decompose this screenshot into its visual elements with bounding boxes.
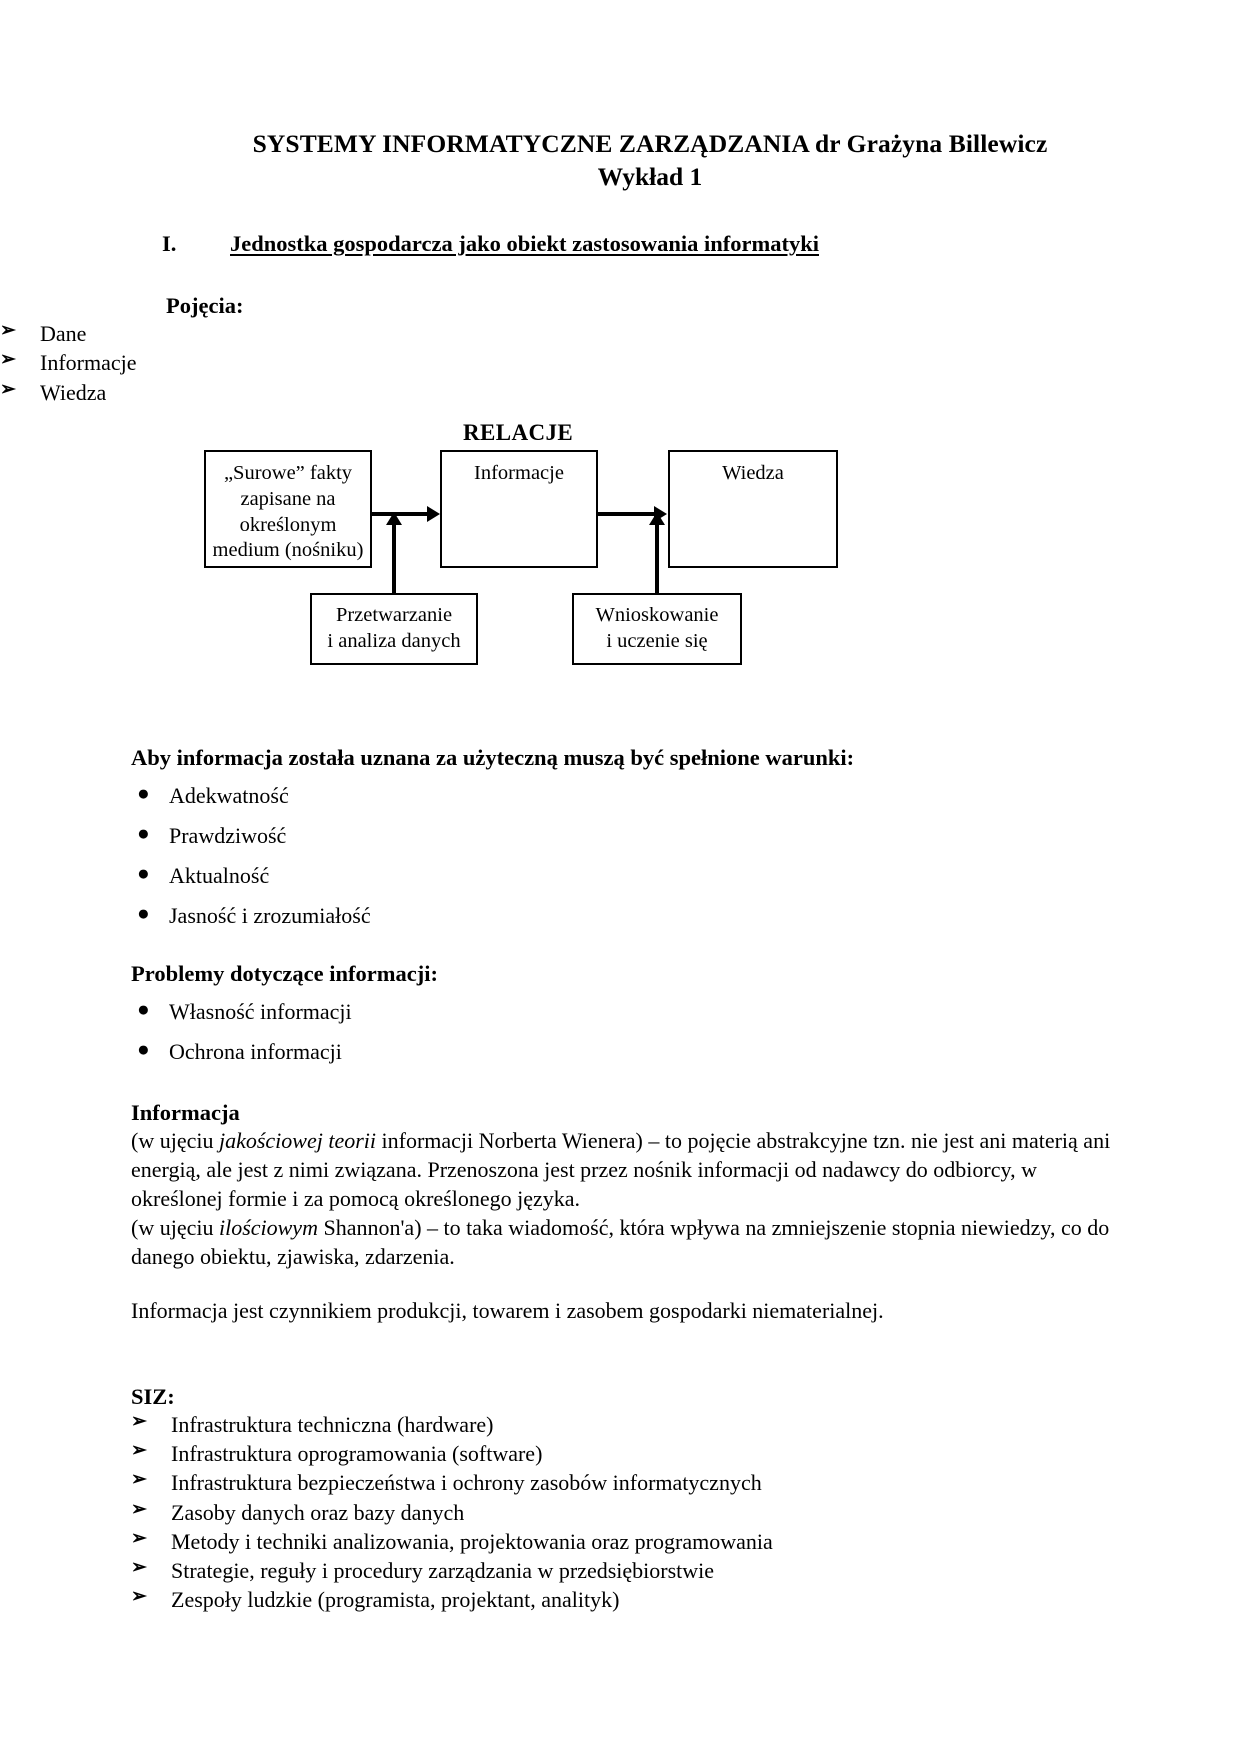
- list-item: [131, 901, 1120, 931]
- list-item: [131, 821, 1120, 851]
- list-item-label: Infrastruktura oprogramowania (software): [171, 1441, 543, 1467]
- dot-bullet-icon: ●: [137, 780, 150, 805]
- concepts-heading: Pojęcia:: [166, 293, 244, 319]
- information-paragraph-3: Informacja jest czynnikiem produkcji, towarem i zasobem gospodarki niematerialnej.: [131, 1298, 884, 1324]
- arrow-bullet-icon: ➢: [131, 1440, 147, 1462]
- list-item-label: Dane: [40, 321, 87, 347]
- przetwarzanie-line-2: i analiza danych: [327, 629, 461, 652]
- siz-list: [131, 1410, 1120, 1615]
- para1-emphasis: jakościowej teorii: [218, 1128, 376, 1154]
- list-item-label: Własność informacji: [169, 998, 352, 1024]
- dot-bullet-icon: ●: [137, 1036, 150, 1061]
- list-item: [0, 319, 1240, 348]
- arrow-bullet-icon: ➢: [0, 320, 16, 342]
- dot-bullet-icon: ●: [137, 996, 150, 1021]
- list-item: [131, 997, 1120, 1027]
- list-item: [131, 1527, 1120, 1556]
- dot-bullet-icon: ●: [137, 900, 150, 925]
- information-paragraph-2: [131, 1214, 1120, 1271]
- arrow-bullet-icon: ➢: [131, 1498, 147, 1520]
- arrow-bullet-icon: ➢: [131, 1469, 147, 1491]
- list-item: [131, 1556, 1120, 1585]
- list-item-label: Adekwatność: [169, 782, 289, 808]
- wnioskowanie-line-1: Wnioskowanie: [595, 604, 719, 627]
- list-item-label: Informacje: [40, 350, 137, 376]
- document-subtitle: Wykład 1: [597, 162, 703, 192]
- para2-emphasis: ilościowym: [218, 1215, 318, 1241]
- para2-post: Shannon'a) – to taka wiadomość, która wpływa na zmniejszenie stopnia niewiedzy, co do danego obiektu, zjawiska, zdarzenia.: [131, 1215, 1110, 1269]
- list-item-label: Zasoby danych oraz bazy danych: [171, 1499, 465, 1525]
- list-item-label: Infrastruktura bezpieczeństwa i ochrony zasobów informatycznych: [171, 1470, 762, 1496]
- przetwarzanie-line-1: Przetwarzanie: [335, 604, 453, 627]
- diagram-box-przetwarzanie: [310, 593, 478, 665]
- list-item: [131, 1498, 1120, 1527]
- concepts-list: [0, 319, 1240, 407]
- diagram-box-informacje-label: Informacje: [474, 461, 564, 484]
- section-numeral: I.: [162, 231, 177, 257]
- list-item-label: Strategie, reguły i procedury zarządzania w przedsiębiorstwie: [171, 1558, 715, 1584]
- list-item-label: Zespoły ludzkie (programista, projektant, analityk): [171, 1587, 620, 1613]
- para1-post: informacji Norberta Wienera) – to pojęcie abstrakcyjne tzn. nie jest ani materią ani energią, ale jest z nimi związana. Przenoszona jest przez nośnik informacji od nadawcy do odbiorcy, w określonej formie i za pomocą określonego języka.: [131, 1128, 1111, 1211]
- title-block: [0, 128, 1240, 192]
- arrow-bullet-icon: ➢: [0, 378, 16, 400]
- list-item-label: Wiedza: [40, 379, 107, 405]
- diagram-box-dane-label: „Surowe” fakty zapisane na określonym medium (nośniku): [212, 461, 364, 562]
- para2-pre: (w ujęciu: [131, 1215, 219, 1241]
- list-item: [131, 1037, 1120, 1067]
- arrow-bullet-icon: ➢: [131, 1557, 147, 1579]
- information-heading: Informacja: [131, 1100, 240, 1126]
- list-item: [0, 378, 1240, 407]
- diagram-box-przetwarzanie-label: [321, 603, 466, 655]
- dot-bullet-icon: ●: [137, 820, 150, 845]
- list-item-label: Ochrona informacji: [169, 1038, 342, 1064]
- conditions-list: [131, 781, 1120, 931]
- para1-pre: (w ujęciu: [131, 1128, 219, 1154]
- list-item: [131, 781, 1120, 811]
- wnioskowanie-line-2: i uczenie się: [606, 629, 708, 652]
- list-item: [0, 348, 1240, 377]
- arrow-bullet-icon: ➢: [131, 1410, 147, 1432]
- document-title: SYSTEMY INFORMATYCZNE ZARZĄDZANIA dr Grażyna Billewicz: [252, 129, 1048, 158]
- list-item: [131, 1410, 1120, 1439]
- list-item-label: Infrastruktura techniczna (hardware): [171, 1411, 494, 1437]
- list-item: [131, 1468, 1120, 1497]
- diagram-box-dane: [204, 450, 372, 568]
- diagram-box-wnioskowanie-label: [590, 603, 725, 655]
- problems-heading: Problemy dotyczące informacji:: [131, 960, 438, 986]
- diagram-box-wnioskowanie: [572, 593, 742, 665]
- diagram-box-wiedza-label: Wiedza: [722, 461, 784, 484]
- relations-diagram: [0, 415, 1240, 675]
- list-item-label: Metody i techniki analizowania, projektowania oraz programowania: [171, 1528, 773, 1554]
- list-item-label: Aktualność: [169, 862, 270, 888]
- siz-heading: SIZ:: [131, 1383, 175, 1409]
- diagram-box-wiedza: [668, 450, 838, 568]
- arrow-bullet-icon: ➢: [0, 349, 16, 371]
- section-title: Jednostka gospodarcza jako obiekt zastosowania informatyki: [230, 231, 819, 257]
- arrow-bullet-icon: ➢: [131, 1586, 147, 1608]
- list-item-label: Prawdziwość: [169, 822, 287, 848]
- arrow-bullet-icon: ➢: [131, 1527, 147, 1549]
- body-content: [0, 745, 1240, 1615]
- information-paragraph-1: [131, 1127, 1120, 1213]
- diagram-title: RELACJE: [463, 419, 574, 445]
- list-item: [131, 1585, 1120, 1614]
- list-item: [131, 1439, 1120, 1468]
- list-item: [131, 861, 1120, 891]
- problems-list: [131, 997, 1120, 1067]
- conditions-heading: Aby informacja została uznana za użyteczną muszą być spełnione warunki:: [131, 744, 855, 770]
- dot-bullet-icon: ●: [137, 860, 150, 885]
- list-item-label: Jasność i zrozumiałość: [169, 902, 371, 928]
- section-heading: [0, 231, 1240, 257]
- diagram-box-informacje: [440, 450, 598, 568]
